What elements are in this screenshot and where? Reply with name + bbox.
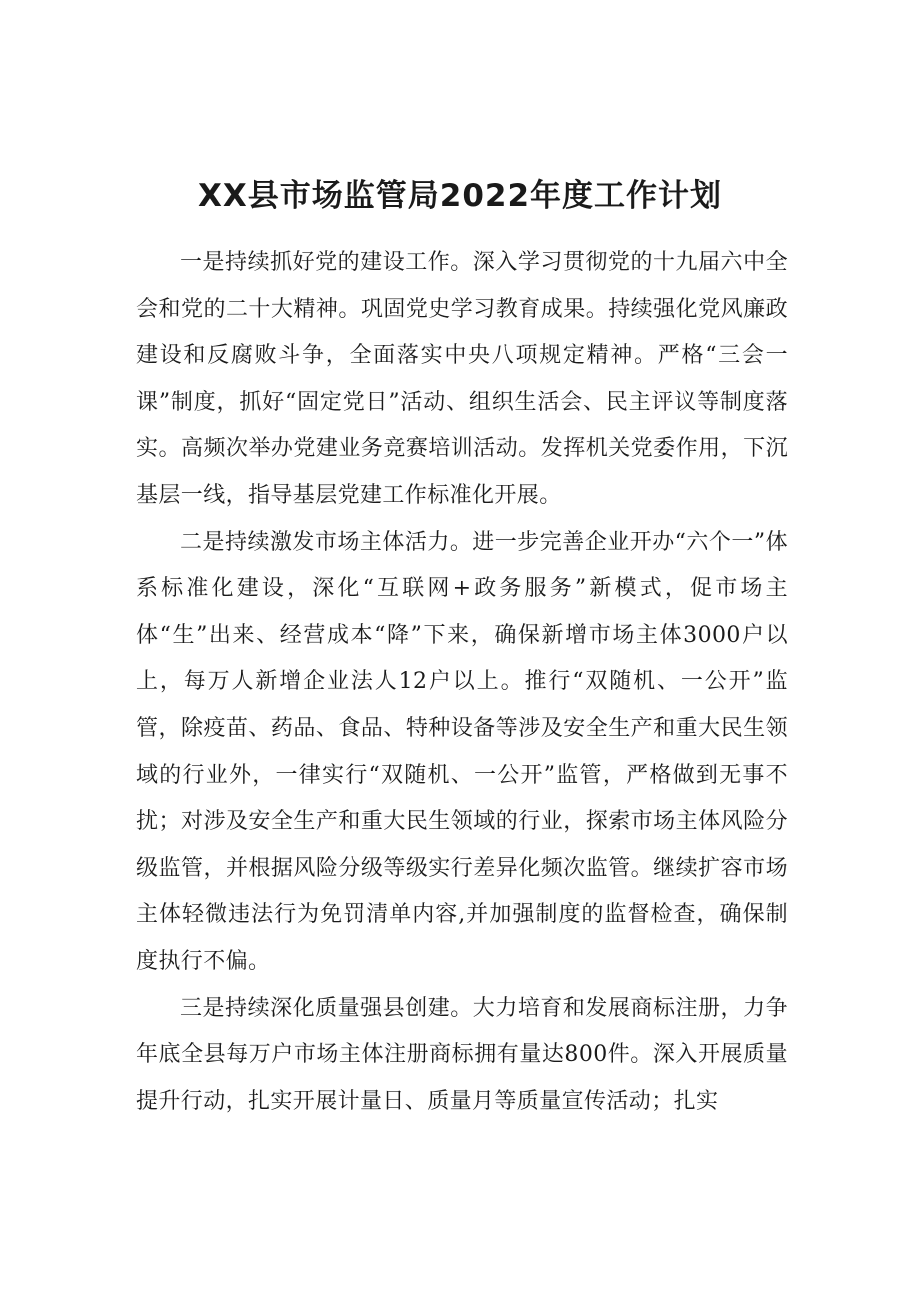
- document-body: [136, 240, 788, 1125]
- paragraph-party-building: 一是持续抓好党的建设工作。深入学习贯彻党的十九届六中全会和党的二十大精神。巩固党史学习教育成果。持续强化党风廉政建设和反腐败斗争，全面落实中央八项规定精神。严格“三会一课”制度，抓好“固定党日”活动、组织生活会、民主评议等制度落实。高频次举办党建业务竞赛培训活动。发挥机关党委作用，下沉基层一线，指导基层党建工作标准化开展。: [136, 250, 788, 508]
- document-title: XX县市场监管局2022年度工作计划: [197, 178, 723, 214]
- paragraph-market-vitality: 二是持续激发市场主体活力。进一步完善企业开办“六个一”体系标准化建设，深化“互联网+政务服务”新模式，促市场主体“生”出来、经营成本“降”下来，确保新增市场主体3000户以上，每万人新增企业法人12户以上。推行“双随机、一公开”监管，除疫苗、药品、食品、特种设备等涉及安全生产和重大民生领域的行业外，一律实行“双随机、一公开”监管，严格做到无事不扰；对涉及安全生产和重大民生领域的行业，探索市场主体风险分级监管，并根据风险分级等级实行差异化频次监管。继续扩容市场主体轻微违法行为免罚清单内容,并加强制度的监督检查，确保制度执行不偏。: [136, 529, 788, 974]
- paragraph-quality-county: 三是持续深化质量强县创建。大力培育和发展商标注册，力争年底全县每万户市场主体注册商标拥有量达800件。深入开展质量提升行动，扎实开展计量日、质量月等质量宣传活动；扎实: [136, 995, 788, 1114]
